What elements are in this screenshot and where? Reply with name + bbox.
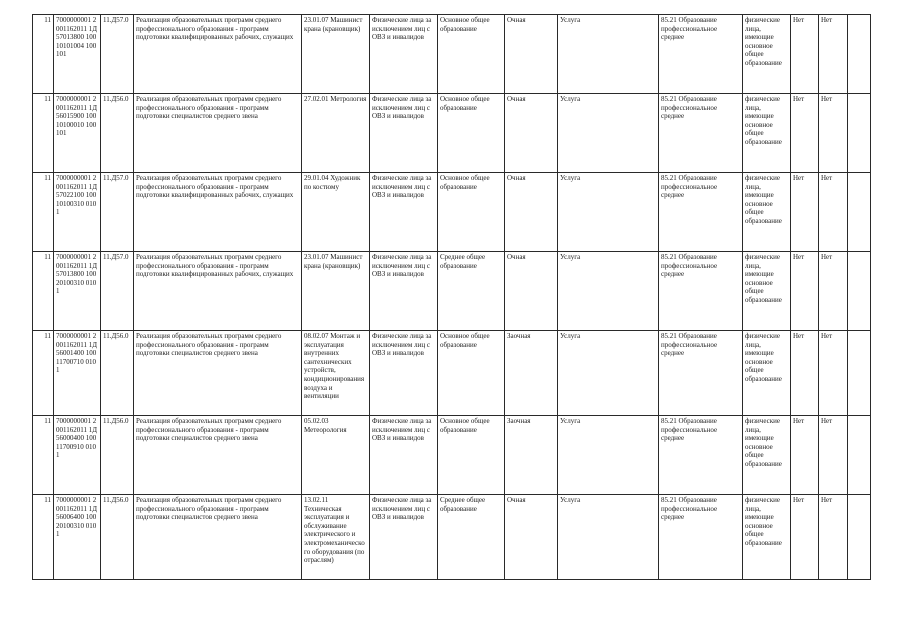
cell-profession: 23.01.07 Машинист крана (крановщик) [302, 252, 370, 331]
cell-education-level: Основное общее образование [438, 94, 505, 173]
cell-education-level: Основное общее образование [438, 173, 505, 252]
cell-consumer: физические лица, имеющие основное общее образование [743, 331, 791, 416]
table-row [33, 495, 871, 580]
cell-study-form: Очная [505, 495, 558, 580]
cell-service-type: Услуга [558, 173, 659, 252]
cell-flag-1: Нет [791, 173, 819, 252]
cell-okved: 85.21 Образование профессиональное среднее [659, 252, 743, 331]
cell-education-level: Среднее общее образование [438, 252, 505, 331]
cell-flag-2: Нет [819, 495, 848, 580]
cell-profession: 27.02.01 Метрология [302, 94, 370, 173]
cell-education-level: Основное общее образование [438, 331, 505, 416]
cell-registry-code: 7000000001 2001162011 1Д56015900 10010100010 100101 [54, 94, 101, 173]
cell-consumer: физические лица, имеющие основное общее образование [743, 495, 791, 580]
cell-study-form: Очная [505, 15, 558, 94]
cell-empty [848, 15, 871, 94]
table-row [33, 94, 871, 173]
cell-flag-1: Нет [791, 495, 819, 580]
cell-flag-1: Нет [791, 15, 819, 94]
cell-service-name: Реализация образовательных программ среднего профессионального образования - программ подготовки квалифицированных рабочих, служащих [134, 15, 302, 94]
cell-service-type: Услуга [558, 15, 659, 94]
cell-service-type: Услуга [558, 416, 659, 495]
cell-service-type: Услуга [558, 252, 659, 331]
table-row [33, 252, 871, 331]
cell-number: 11 [33, 495, 54, 580]
cell-okved: 85.21 Образование профессиональное среднее [659, 173, 743, 252]
cell-registry-code: 7000000001 2001162011 1Д56001400 10011700710 0101 [54, 331, 101, 416]
cell-flag-2: Нет [819, 94, 848, 173]
cell-service-kind: 11.Д57.0 [101, 15, 134, 94]
cell-flag-2: Нет [819, 416, 848, 495]
cell-flag-2: Нет [819, 331, 848, 416]
cell-empty [848, 94, 871, 173]
cell-service-name: Реализация образовательных программ среднего профессионального образования - программ подготовки специалистов среднего звена [134, 495, 302, 580]
table-row [33, 416, 871, 495]
cell-service-name: Реализация образовательных программ среднего профессионального образования - программ подготовки квалифицированных рабочих, служащих [134, 252, 302, 331]
cell-service-kind: 11.Д56.0 [101, 94, 134, 173]
cell-service-kind: 11.Д56.0 [101, 495, 134, 580]
cell-empty [848, 173, 871, 252]
cell-okved: 85.21 Образование профессиональное среднее [659, 495, 743, 580]
cell-registry-code: 7000000001 2001162011 1Д57013800 10020100310 0101 [54, 252, 101, 331]
cell-service-kind: 11.Д56.0 [101, 416, 134, 495]
cell-study-form: Заочная [505, 331, 558, 416]
cell-service-name: Реализация образовательных программ среднего профессионального образования - программ подготовки специалистов среднего звена [134, 416, 302, 495]
cell-empty [848, 495, 871, 580]
cell-consumer: физические лица, имеющие основное общее образование [743, 173, 791, 252]
cell-number: 11 [33, 173, 54, 252]
cell-registry-code: 7000000001 2001162011 1Д57013800 10010101004 100101 [54, 15, 101, 94]
cell-service-kind: 11.Д57.0 [101, 252, 134, 331]
cell-service-kind: 11.Д56.0 [101, 331, 134, 416]
cell-consumer-category: Физические лица за исключением лиц с ОВЗ и инвалидов [370, 495, 438, 580]
table-row [33, 173, 871, 252]
table-row [33, 15, 871, 94]
cell-consumer-category: Физические лица за исключением лиц с ОВЗ и инвалидов [370, 15, 438, 94]
cell-flag-1: Нет [791, 94, 819, 173]
cell-okved: 85.21 Образование профессиональное среднее [659, 416, 743, 495]
cell-registry-code: 7000000001 2001162011 1Д57022100 10010100310 0101 [54, 173, 101, 252]
cell-number: 11 [33, 416, 54, 495]
cell-consumer: физические лица, имеющие основное общее образование [743, 252, 791, 331]
cell-flag-1: Нет [791, 252, 819, 331]
cell-flag-2: Нет [819, 173, 848, 252]
cell-empty [848, 252, 871, 331]
services-registry-table [32, 14, 871, 580]
cell-flag-1: Нет [791, 331, 819, 416]
cell-flag-1: Нет [791, 416, 819, 495]
table-row [33, 331, 871, 416]
cell-study-form: Очная [505, 173, 558, 252]
cell-study-form: Очная [505, 252, 558, 331]
cell-consumer: физические лица, имеющие основное общее образование [743, 94, 791, 173]
cell-profession: 23.01.07 Машинист крана (крановщик) [302, 15, 370, 94]
cell-education-level: Основное общее образование [438, 416, 505, 495]
cell-service-name: Реализация образовательных программ среднего профессионального образования - программ подготовки специалистов среднего звена [134, 94, 302, 173]
cell-consumer-category: Физические лица за исключением лиц с ОВЗ и инвалидов [370, 416, 438, 495]
cell-consumer: физические лица, имеющие основное общее образование [743, 416, 791, 495]
cell-education-level: Основное общее образование [438, 15, 505, 94]
cell-okved: 85.21 Образование профессиональное среднее [659, 94, 743, 173]
cell-service-type: Услуга [558, 495, 659, 580]
cell-service-name: Реализация образовательных программ среднего профессионального образования - программ подготовки квалифицированных рабочих, служащих [134, 173, 302, 252]
cell-profession: 05.02.03 Метеорология [302, 416, 370, 495]
cell-profession: 08.02.07 Монтаж и эксплуатация внутренних сантехнических устройств, кондиционирования воздуха и вентиляции [302, 331, 370, 416]
cell-consumer-category: Физические лица за исключением лиц с ОВЗ и инвалидов [370, 331, 438, 416]
cell-profession: 29.01.04 Художник по костюму [302, 173, 370, 252]
cell-empty [848, 416, 871, 495]
cell-service-kind: 11.Д57.0 [101, 173, 134, 252]
cell-okved: 85.21 Образование профессиональное среднее [659, 15, 743, 94]
cell-service-type: Услуга [558, 331, 659, 416]
cell-consumer: физические лица, имеющие основное общее образование [743, 15, 791, 94]
cell-education-level: Среднее общее образование [438, 495, 505, 580]
cell-registry-code: 7000000001 2001162011 1Д56006400 10020100310 0101 [54, 495, 101, 580]
cell-service-type: Услуга [558, 94, 659, 173]
cell-flag-2: Нет [819, 15, 848, 94]
cell-service-name: Реализация образовательных программ среднего профессионального образования - программ подготовки специалистов среднего звена [134, 331, 302, 416]
cell-number: 11 [33, 252, 54, 331]
cell-consumer-category: Физические лица за исключением лиц с ОВЗ и инвалидов [370, 94, 438, 173]
cell-number: 11 [33, 94, 54, 173]
cell-consumer-category: Физические лица за исключением лиц с ОВЗ и инвалидов [370, 252, 438, 331]
cell-consumer-category: Физические лица за исключением лиц с ОВЗ и инвалидов [370, 173, 438, 252]
cell-profession: 13.02.11 Техническая эксплуатация и обслуживание электрического и электромеханического оборудования (по отраслям) [302, 495, 370, 580]
cell-empty [848, 331, 871, 416]
cell-number: 11 [33, 15, 54, 94]
cell-registry-code: 7000000001 2001162011 1Д56000400 10011700910 0101 [54, 416, 101, 495]
cell-number: 11 [33, 331, 54, 416]
cell-flag-2: Нет [819, 252, 848, 331]
cell-study-form: Заочная [505, 416, 558, 495]
cell-okved: 85.21 Образование профессиональное среднее [659, 331, 743, 416]
cell-study-form: Очная [505, 94, 558, 173]
